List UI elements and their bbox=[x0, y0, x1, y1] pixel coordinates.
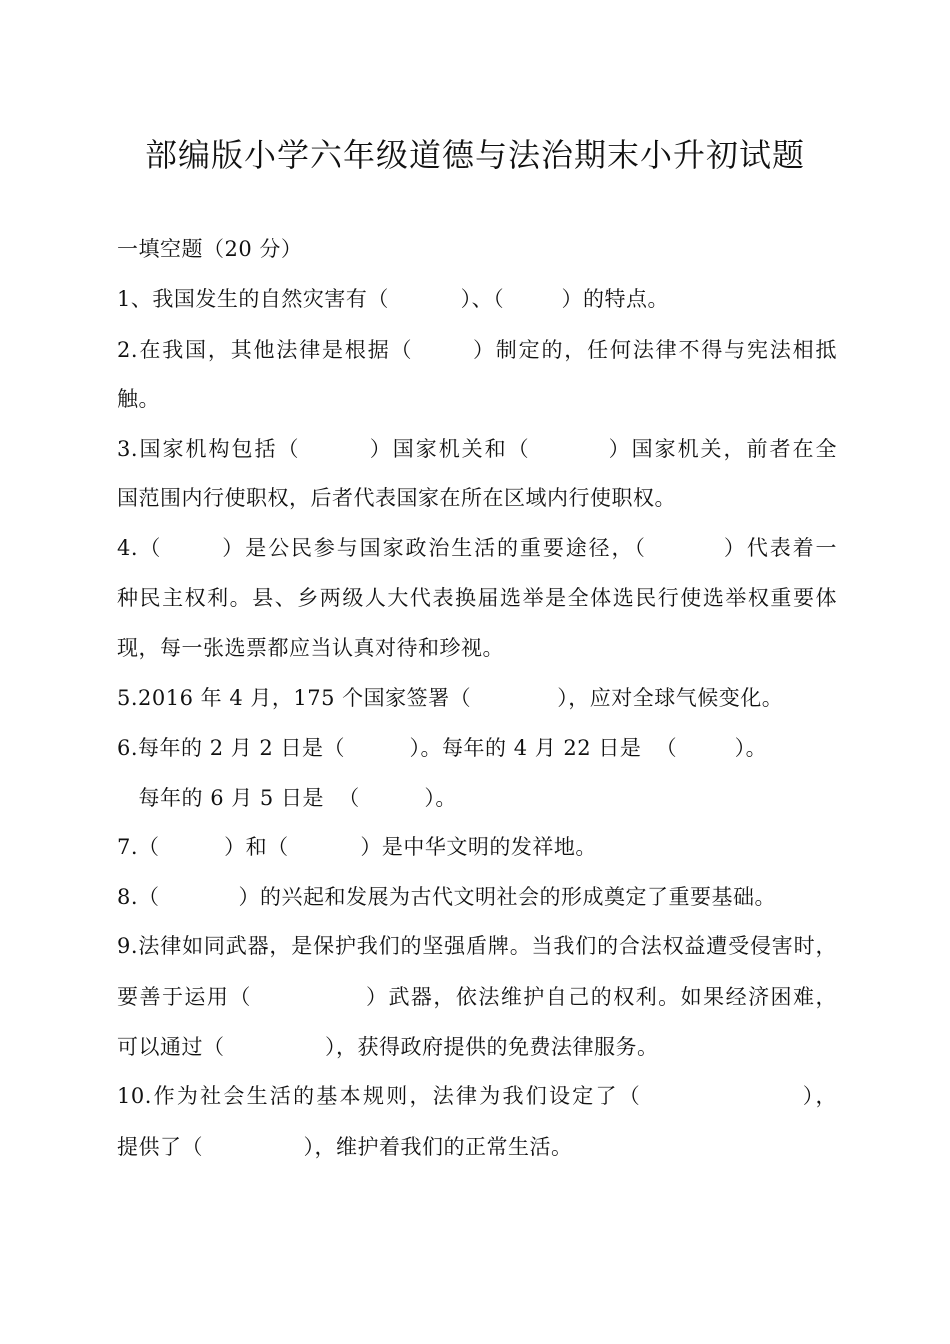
question-line: 3.国家机构包括（ ）国家机关和（ ）国家机关，前者在全 bbox=[117, 437, 837, 461]
page-title: 部编版小学六年级道德与法治期末小升初试题 bbox=[144, 136, 805, 174]
question-line: 提供了（ ），维护着我们的正常生活。 bbox=[117, 1135, 573, 1159]
section-heading: 一填空题（20 分） bbox=[117, 237, 303, 261]
question-line: 5.2016 年 4 月，175 个国家签署（ ），应对全球气候变化。 bbox=[117, 686, 784, 710]
question-line: 触。 bbox=[117, 387, 160, 411]
question-line: 种民主权利。县、乡两级人大代表换届选举是全体选民行使选举权重要体 bbox=[117, 586, 837, 610]
question-line: 每年的 6 月 5 日是 （ ）。 bbox=[117, 786, 457, 810]
question-line: 10.作为社会生活的基本规则，法律为我们设定了（ ）， bbox=[117, 1084, 837, 1108]
question-line: 2.在我国，其他法律是根据（ ）制定的，任何法律不得与宪法相抵 bbox=[117, 338, 837, 362]
question-line: 1、我国发生的自然灾害有（ ）、（ ）的特点。 bbox=[117, 287, 670, 311]
question-line: 现，每一张选票都应当认真对待和珍视。 bbox=[117, 636, 504, 660]
question-line: 7.（ ）和（ ）是中华文明的发祥地。 bbox=[117, 835, 597, 859]
question-line: 8.（ ）的兴起和发展为古代文明社会的形成奠定了重要基础。 bbox=[117, 885, 776, 909]
question-line: 9.法律如同武器，是保护我们的坚强盾牌。当我们的合法权益遭受侵害时， bbox=[117, 934, 837, 958]
question-line: 4.（ ）是公民参与国家政治生活的重要途径，（ ）代表着一 bbox=[117, 536, 837, 560]
question-line: 可以通过（ ），获得政府提供的免费法律服务。 bbox=[117, 1035, 659, 1059]
question-line: 国范围内行使职权，后者代表国家在所在区域内行使职权。 bbox=[117, 486, 676, 510]
question-line: 6.每年的 2 月 2 日是（ ）。每年的 4 月 22 日是 （ ）。 bbox=[117, 736, 768, 760]
question-line: 要善于运用（ ）武器，依法维护自己的权利。如果经济困难， bbox=[117, 985, 837, 1009]
